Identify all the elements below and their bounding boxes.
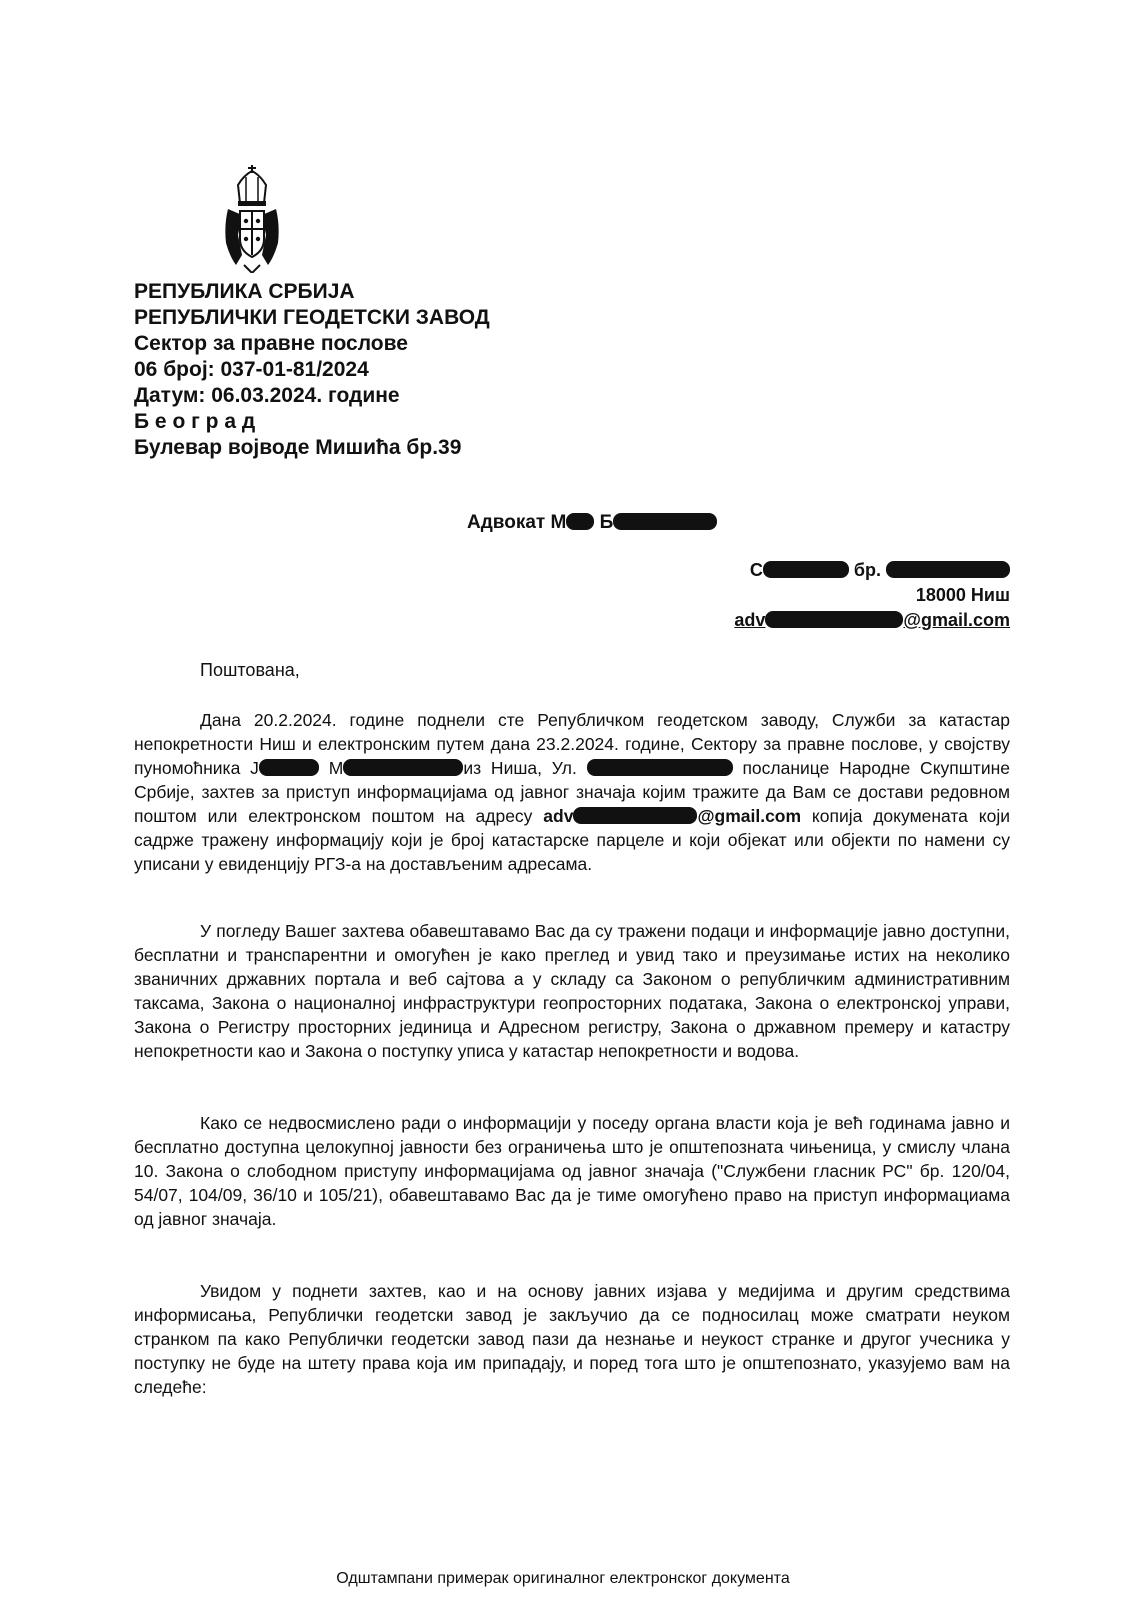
street-number-label: бр.: [848, 560, 886, 580]
coat-of-arms-icon: [222, 165, 282, 273]
issuer-country: РЕПУБЛИКА СРБИЈА: [134, 280, 355, 303]
p1-text-b: М: [318, 758, 344, 778]
redaction-mark: [613, 513, 717, 530]
paragraph-3: [134, 1111, 1010, 1231]
issuer-sector: Сектор за правне послове: [134, 332, 408, 355]
p1-email-domain: @gmail.com: [697, 806, 802, 826]
redaction-mark: [765, 611, 903, 628]
address-city: 18000 Ниш: [915, 585, 1010, 605]
footer-note: Одштампани примерак оригиналног електронског документа: [336, 1570, 790, 1587]
p1-email-prefix: adv: [543, 806, 574, 826]
redaction-mark: [259, 759, 319, 776]
document-date: Датум: 06.03.2024. године: [134, 384, 400, 407]
issuer-address: Булевар војводе Мишића бр.39: [134, 436, 462, 459]
redaction-mark: [566, 513, 594, 530]
p1-text-d: посланице Народне Скупштине Србије, захтев за приступ информацијама од јавног значаја којим тражите да Вам се достави редовном поштом или електронском поштом на адресу: [134, 758, 1010, 826]
p3-text: Како се недвосмислено ради о информацији у поседу органа власти која је већ годинама јавно и бесплатно доступна целокупној јавности без ограничења што је општепозната чињеница, у смислу члана 10. Закона о слободном приступу информацијама од јавног значаја ("Службени гласник РС" бр. 120/04, 54/07, 104/09, 36/10 и 105/21), обавештавамо Вас да је тиме омогућено право на приступ информациама од јавног значаја.: [134, 1113, 1010, 1229]
p1-text-c: из Ниша, Ул.: [463, 758, 587, 778]
p1-text-e: копија докумената који садрже тражену информацију који је број катастарске парцеле и који објекат или објекти по намени су уписани у евиденцију РГЗ-а на достављеним адресама.: [134, 806, 1010, 874]
addressee-prefix: Адвокат М: [467, 512, 567, 533]
addressee-mid: Б: [594, 512, 614, 533]
redaction-mark: [573, 807, 697, 824]
email-prefix: adv: [734, 610, 766, 630]
salutation: Поштована,: [200, 660, 300, 680]
email-domain: @gmail.com: [903, 610, 1010, 630]
address-street: [734, 558, 1010, 583]
redaction-mark: [587, 759, 733, 776]
p1-text-a: Дана 20.2.2024. године поднели сте Републичком геодетском заводу, Служби за катастар непокретности Ниш и електронским путем дана 23.2.2024. године, Сектору за правне послове, у својству пуномоћника Ј: [134, 710, 1010, 778]
issuer-header: [134, 279, 490, 461]
p4-text: Увидом у поднети захтев, као и на основу јавних изјава у медијима и другим средствима информисања, Републички геодетски завод је закључио да се подносилац може сматрати неуком странком па како Републички геодетски завод пази да незнање и неукост странке и другог учесника у поступку не буде на штету права која им припадају, и поред тога што је општепознато, указујемо вам на следеће:: [134, 1281, 1010, 1397]
p2-text: У погледу Вашег захтева обавештавамо Вас да су тражени подаци и информације јавно доступни, бесплатни и транспарентни и омогућен је како преглед и увид тако и преузимање истих на неколико званичних државних портала и веб сајтова а у складу са Законом о републичким административним таксама, Закона о националној инфраструктури геопросторних података, Закона о електронској управи, Закона о Регистру просторних јединица и Адресном регистру, Закона о државном премеру и катастру непокретности као и Закона о поступку уписа у катастар непокретности и водова.: [134, 921, 1010, 1061]
issuer-institution: РЕПУБЛИЧКИ ГЕОДЕТСКИ ЗАВОД: [134, 306, 490, 329]
issuer-city: Б е о г р а д: [134, 410, 256, 433]
addressee-address: [734, 558, 1010, 633]
redaction-mark: [763, 561, 849, 578]
p1-email: [543, 806, 801, 826]
addressee-name: [467, 512, 717, 534]
redaction-mark: [343, 759, 463, 776]
redaction-mark: [886, 561, 1010, 578]
document-number: 06 број: 037-01-81/2024: [134, 358, 369, 381]
paragraph-4: [134, 1279, 1010, 1399]
address-email[interactable]: [734, 608, 1010, 633]
paragraph-1: [134, 708, 1010, 876]
street-prefix: С: [749, 560, 763, 580]
paragraph-2: [134, 919, 1010, 1063]
